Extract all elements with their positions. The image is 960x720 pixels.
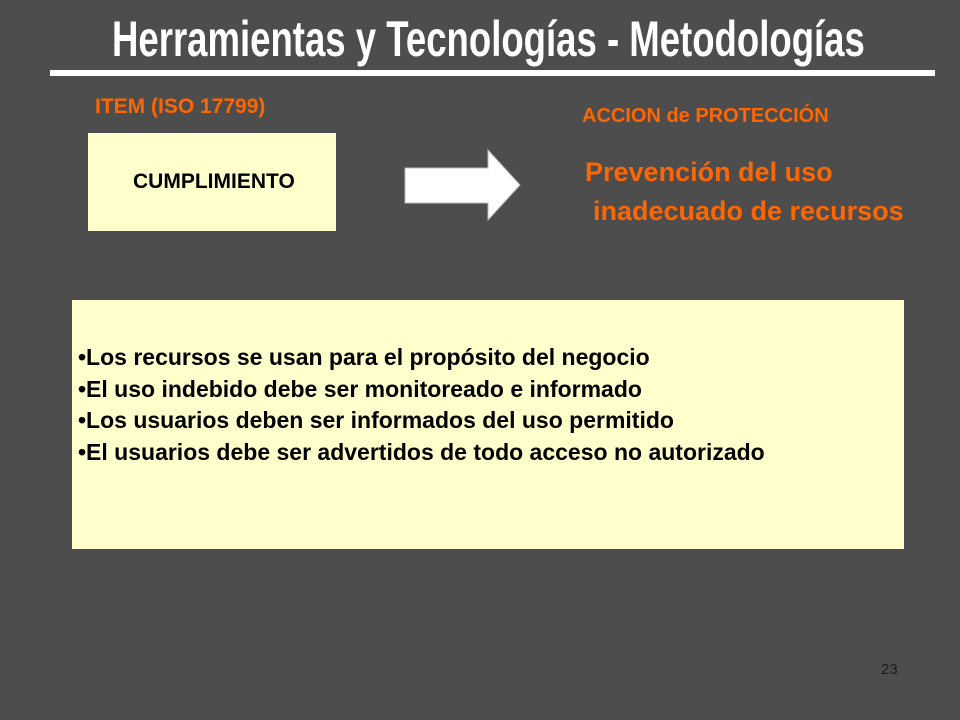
- page-number: 23: [881, 661, 898, 678]
- right-arrow-icon: [400, 148, 525, 223]
- bullet-list: [78, 342, 765, 468]
- item-box: [88, 133, 336, 231]
- slide-title-container: [112, 14, 872, 70]
- action-description-line: Prevención del uso: [585, 157, 833, 187]
- bullet-item: •Los usuarios deben ser informados del uso permitido: [78, 407, 674, 433]
- action-description-line: inadecuado de recursos: [593, 196, 904, 226]
- title-divider: [50, 70, 935, 76]
- action-heading: ACCION de PROTECCIÓN: [582, 105, 829, 127]
- right-arrow-shape: [405, 150, 520, 220]
- item-box-label: CUMPLIMIENTO: [133, 170, 295, 193]
- bullet-item: •Los recursos se usan para el propósito del negocio: [78, 344, 650, 370]
- bullet-box: [72, 300, 904, 549]
- bullet-item: •El usuarios debe ser advertidos de todo acceso no autorizado: [78, 438, 765, 465]
- bullet-item: •El uso indebido debe ser monitoreado e informado: [78, 375, 642, 402]
- item-heading: ITEM (ISO 17799): [95, 95, 266, 118]
- slide-title: Herramientas y Tecnologías - Metodologías: [112, 14, 865, 67]
